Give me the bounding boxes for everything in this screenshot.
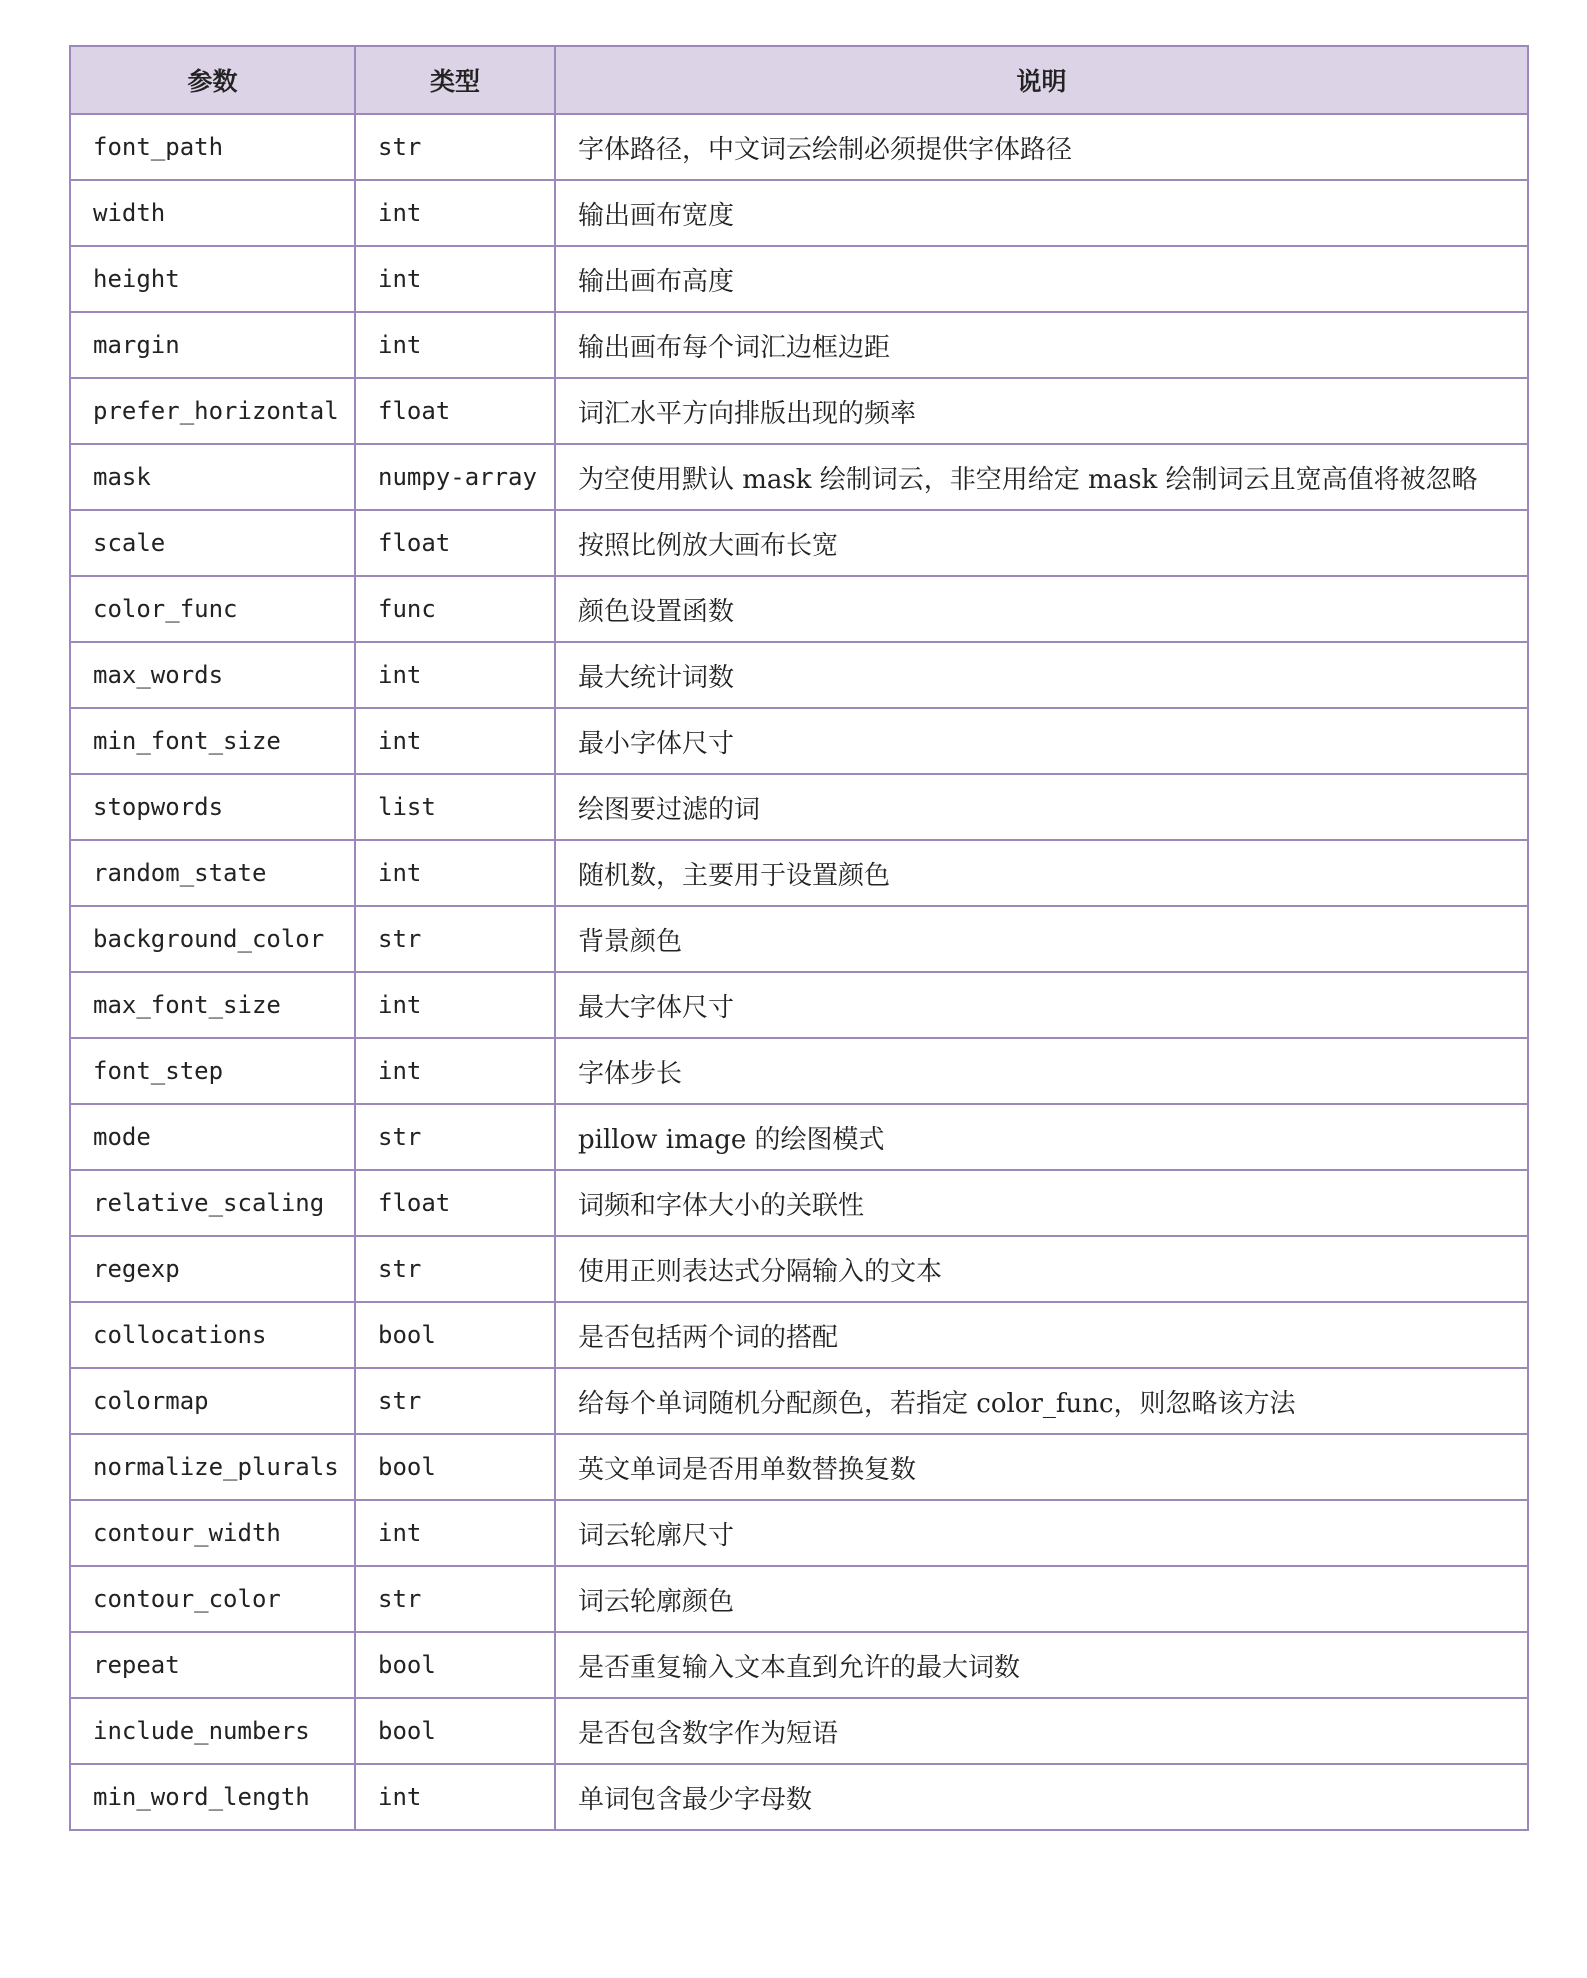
param-name-cell: color_func: [70, 576, 355, 642]
param-type-cell: func: [355, 576, 555, 642]
param-description-cell: 使用正则表达式分隔输入的文本: [555, 1236, 1528, 1302]
param-name-cell: mode: [70, 1104, 355, 1170]
param-description-cell: 单词包含最少字母数: [555, 1764, 1528, 1830]
table-row: [70, 906, 1528, 972]
param-description-cell: 按照比例放大画布长宽: [555, 510, 1528, 576]
table-row: [70, 1500, 1528, 1566]
param-name-cell: background_color: [70, 906, 355, 972]
param-description-cell: 最大字体尺寸: [555, 972, 1528, 1038]
param-description-cell: 词汇水平方向排版出现的频率: [555, 378, 1528, 444]
param-name-cell: max_words: [70, 642, 355, 708]
param-type-cell: numpy-array: [355, 444, 555, 510]
param-name-cell: max_font_size: [70, 972, 355, 1038]
table-row: [70, 1632, 1528, 1698]
param-description-cell: 背景颜色: [555, 906, 1528, 972]
param-description-cell: 是否包含数字作为短语: [555, 1698, 1528, 1764]
param-type-cell: float: [355, 378, 555, 444]
param-description-cell: 颜色设置函数: [555, 576, 1528, 642]
param-type-cell: int: [355, 642, 555, 708]
param-description-cell: 字体步长: [555, 1038, 1528, 1104]
param-name-cell: colormap: [70, 1368, 355, 1434]
param-type-cell: int: [355, 708, 555, 774]
param-name-cell: mask: [70, 444, 355, 510]
header-row: [70, 46, 1528, 114]
param-type-cell: int: [355, 1038, 555, 1104]
table-row: [70, 840, 1528, 906]
table-row: [70, 708, 1528, 774]
param-description-cell: 词频和字体大小的关联性: [555, 1170, 1528, 1236]
table-row: [70, 1764, 1528, 1830]
param-name-cell: width: [70, 180, 355, 246]
param-description-cell: pillow image 的绘图模式: [555, 1104, 1528, 1170]
param-description-cell: 随机数，主要用于设置颜色: [555, 840, 1528, 906]
param-description-cell: 输出画布宽度: [555, 180, 1528, 246]
table-row: [70, 180, 1528, 246]
table-row: [70, 1698, 1528, 1764]
param-type-cell: str: [355, 1236, 555, 1302]
param-description-cell: 给每个单词随机分配颜色，若指定 color_func，则忽略该方法: [555, 1368, 1528, 1434]
table-row: [70, 1368, 1528, 1434]
table-row: [70, 774, 1528, 840]
param-name-cell: prefer_horizontal: [70, 378, 355, 444]
table-row: [70, 1104, 1528, 1170]
header-param: 参数: [70, 46, 355, 114]
table-row: [70, 642, 1528, 708]
param-name-cell: scale: [70, 510, 355, 576]
table-row: [70, 312, 1528, 378]
param-name-cell: normalize_plurals: [70, 1434, 355, 1500]
param-type-cell: str: [355, 1566, 555, 1632]
param-type-cell: bool: [355, 1302, 555, 1368]
param-name-cell: regexp: [70, 1236, 355, 1302]
table-header: [70, 46, 1528, 114]
header-description: 说明: [555, 46, 1528, 114]
param-name-cell: stopwords: [70, 774, 355, 840]
table-row: [70, 444, 1528, 510]
param-type-cell: bool: [355, 1698, 555, 1764]
parameter-table: [69, 45, 1529, 1831]
table-row: [70, 1302, 1528, 1368]
param-description-cell: 词云轮廓尺寸: [555, 1500, 1528, 1566]
param-name-cell: contour_width: [70, 1500, 355, 1566]
table-row: [70, 1434, 1528, 1500]
param-type-cell: str: [355, 1368, 555, 1434]
param-name-cell: height: [70, 246, 355, 312]
param-type-cell: int: [355, 1500, 555, 1566]
table-row: [70, 1170, 1528, 1236]
table-body: [70, 114, 1528, 1830]
param-type-cell: list: [355, 774, 555, 840]
param-description-cell: 最大统计词数: [555, 642, 1528, 708]
param-type-cell: int: [355, 972, 555, 1038]
param-type-cell: int: [355, 1764, 555, 1830]
param-description-cell: 字体路径，中文词云绘制必须提供字体路径: [555, 114, 1528, 180]
param-name-cell: font_path: [70, 114, 355, 180]
param-name-cell: min_font_size: [70, 708, 355, 774]
param-type-cell: int: [355, 312, 555, 378]
param-description-cell: 输出画布高度: [555, 246, 1528, 312]
param-name-cell: font_step: [70, 1038, 355, 1104]
table-row: [70, 1038, 1528, 1104]
param-name-cell: repeat: [70, 1632, 355, 1698]
table-row: [70, 510, 1528, 576]
param-type-cell: str: [355, 1104, 555, 1170]
param-name-cell: margin: [70, 312, 355, 378]
table-row: [70, 972, 1528, 1038]
table-row: [70, 1566, 1528, 1632]
param-type-cell: bool: [355, 1434, 555, 1500]
param-name-cell: collocations: [70, 1302, 355, 1368]
header-type: 类型: [355, 46, 555, 114]
param-name-cell: relative_scaling: [70, 1170, 355, 1236]
param-description-cell: 是否包括两个词的搭配: [555, 1302, 1528, 1368]
param-description-cell: 英文单词是否用单数替换复数: [555, 1434, 1528, 1500]
param-type-cell: str: [355, 114, 555, 180]
param-description-cell: 绘图要过滤的词: [555, 774, 1528, 840]
param-type-cell: int: [355, 246, 555, 312]
table-row: [70, 1236, 1528, 1302]
param-name-cell: include_numbers: [70, 1698, 355, 1764]
param-description-cell: 输出画布每个词汇边框边距: [555, 312, 1528, 378]
param-type-cell: int: [355, 180, 555, 246]
param-type-cell: int: [355, 840, 555, 906]
table-row: [70, 378, 1528, 444]
param-description-cell: 词云轮廓颜色: [555, 1566, 1528, 1632]
param-description-cell: 为空使用默认 mask 绘制词云，非空用给定 mask 绘制词云且宽高值将被忽略: [555, 444, 1528, 510]
param-description-cell: 最小字体尺寸: [555, 708, 1528, 774]
table-row: [70, 576, 1528, 642]
param-type-cell: bool: [355, 1632, 555, 1698]
param-name-cell: contour_color: [70, 1566, 355, 1632]
param-type-cell: str: [355, 906, 555, 972]
table-row: [70, 114, 1528, 180]
param-name-cell: min_word_length: [70, 1764, 355, 1830]
param-type-cell: float: [355, 1170, 555, 1236]
table-row: [70, 246, 1528, 312]
param-type-cell: float: [355, 510, 555, 576]
param-name-cell: random_state: [70, 840, 355, 906]
param-description-cell: 是否重复输入文本直到允许的最大词数: [555, 1632, 1528, 1698]
